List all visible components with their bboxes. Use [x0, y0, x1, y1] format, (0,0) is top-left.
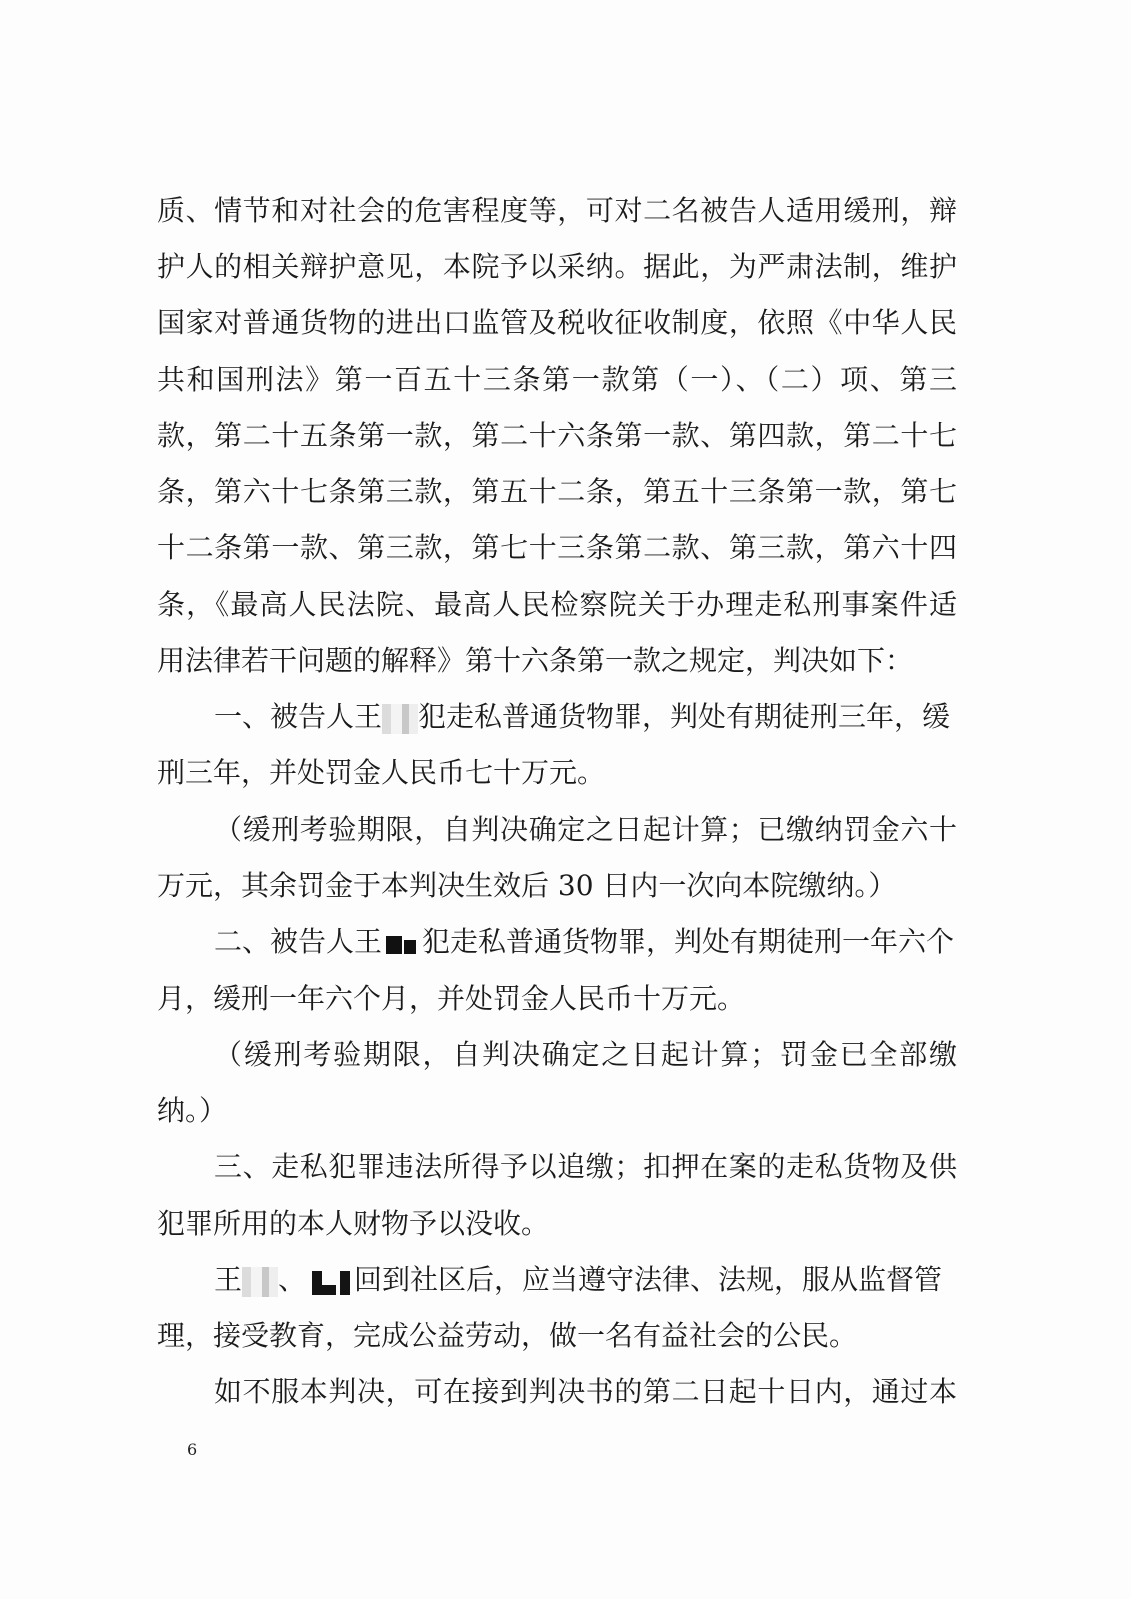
text-line: 犯罪所用的本人财物予以没收。	[157, 1207, 550, 1240]
redaction-mark	[382, 930, 422, 958]
text-line: 十二条第一款、第三款，第七十三条第二款、第三款，第六十四	[157, 531, 957, 564]
text-segment: 犯走私普通货物罪，判处有期徒刑三年，缓	[418, 700, 951, 733]
text-line: 用法律若干问题的解释》第十六条第一款之规定，判决如下：	[157, 644, 914, 677]
text-line: 纳。）	[157, 1094, 228, 1127]
text-segment: 、	[278, 1263, 307, 1296]
text-line: 国家对普通货物的进出口监管及税收征收制度，依照《中华人民	[157, 306, 957, 339]
text-segment: 回到社区后，应当遵守法律、法规，服从监督管	[354, 1263, 943, 1296]
text-line: 条，第六十七条第三款，第五十二条，第五十三条第一款，第七	[157, 475, 957, 508]
text-line: 三、走私犯罪违法所得予以追缴；扣押在案的走私货物及供	[214, 1150, 957, 1183]
text-line: 月，缓刑一年六个月，并处罚金人民币十万元。	[157, 982, 746, 1015]
text-line: （缓刑考验期限，自判决确定之日起计算；罚金已全部缴	[214, 1038, 957, 1071]
text-segment: 王	[214, 1263, 243, 1296]
text-line: 刑三年，并处罚金人民币七十万元。	[157, 756, 606, 789]
text-line: 万元，其余罚金于本判决生效后 30 日内一次向本院缴纳。）	[157, 869, 897, 902]
text-segment: 犯走私普通货物罪，判处有期徒刑一年六个	[422, 925, 955, 958]
redaction-mark	[306, 1267, 354, 1297]
verdict-item-2-line	[214, 922, 957, 962]
community-line	[214, 1260, 957, 1300]
text-segment: 一、被告人王	[214, 700, 383, 733]
text-line: （缓刑考验期限，自判决确定之日起计算；已缴纳罚金六十	[214, 813, 957, 846]
text-segment: 二、被告人王	[214, 925, 383, 958]
text-line: 条，《最高人民法院、最高人民检察院关于办理走私刑事案件适	[157, 588, 957, 621]
text-line: 如不服本判决，可在接到判决书的第二日起十日内，通过本	[214, 1375, 957, 1408]
verdict-item-1-line	[214, 697, 957, 737]
text-line: 护人的相关辩护意见，本院予以采纳。据此，为严肃法制，维护	[157, 250, 957, 283]
redaction-mark	[382, 704, 418, 734]
page-number: 6	[187, 1440, 198, 1459]
text-line: 质、情节和对社会的危害程度等，可对二名被告人适用缓刑，辩	[157, 194, 957, 227]
text-line: 共和国刑法》第一百五十三条第一款第（一）、（二）项、第三	[157, 363, 957, 396]
text-line: 款，第二十五条第一款，第二十六条第一款、第四款，第二十七	[157, 419, 957, 452]
redaction-mark	[242, 1267, 278, 1297]
text-line: 理，接受教育，完成公益劳动，做一名有益社会的公民。	[157, 1319, 858, 1352]
